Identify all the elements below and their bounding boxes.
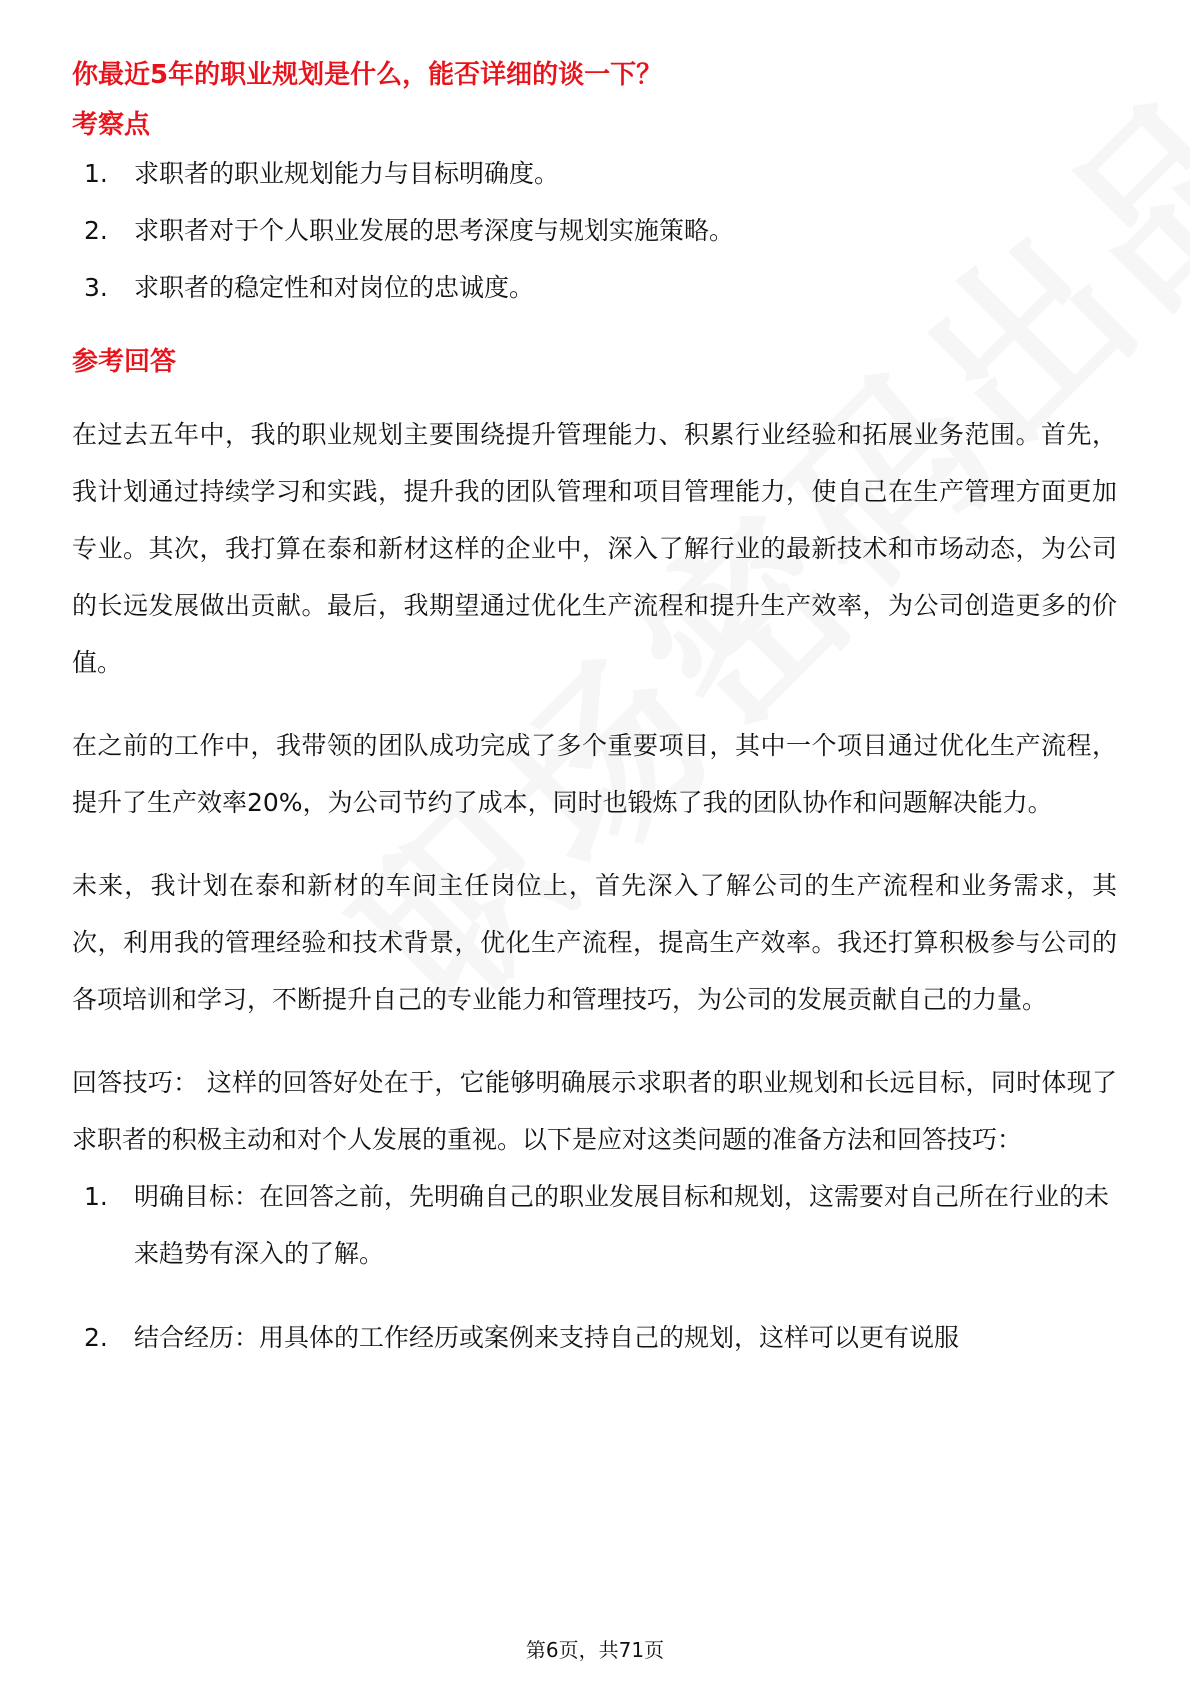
list-text: 求职者对于个人职业发展的思考深度与规划实施策略。 — [134, 216, 735, 245]
tips-intro-paragraph: 回答技巧： 这样的回答好处在于，它能够明确展示求职者的职业规划和长远目标，同时体现了求职者的积极主动和对个人发展的重视。以下是应对这类问题的准备方法和回答技巧： — [72, 1068, 1117, 1154]
consider-list — [72, 145, 1117, 316]
document-page — [72, 55, 1117, 1393]
list-number: 2. — [84, 1323, 108, 1352]
list-number: 3. — [84, 273, 108, 302]
list-item — [72, 1309, 1117, 1366]
answer-paragraph: 在之前的工作中，我带领的团队成功完成了多个重要项目，其中一个项目通过优化生产流程，提升了生产效率20%，为公司节约了成本，同时也锻炼了我的团队协作和问题解决能力。 — [72, 731, 1117, 817]
list-item — [72, 202, 1117, 259]
list-text: 求职者的稳定性和对岗位的忠诚度。 — [134, 273, 535, 302]
list-item — [72, 259, 1117, 316]
list-number: 2. — [84, 216, 108, 245]
list-item — [72, 1168, 1117, 1282]
answer-paragraph: 在过去五年中，我的职业规划主要围绕提升管理能力、积累行业经验和拓展业务范围。首先，我计划通过持续学习和实践，提升我的团队管理和项目管理能力，使自己在生产管理方面更加专业。其次，我打算在泰和新材这样的企业中，深入了解行业的最新技术和市场动态，为公司的长远发展做出贡献。最后，我期望通过优化生产流程和提升生产效率，为公司创造更多的价值。 — [72, 420, 1117, 677]
consider-heading: 考察点 — [72, 110, 151, 140]
list-text: 结合经历：用具体的工作经历或案例来支持自己的规划，这样可以更有说服 — [134, 1323, 960, 1352]
list-number: 1. — [84, 1182, 108, 1211]
answer-heading: 参考回答 — [72, 347, 177, 377]
list-text: 求职者的职业规划能力与目标明确度。 — [134, 159, 560, 188]
list-item — [72, 145, 1117, 202]
tips-list — [72, 1168, 1117, 1366]
list-text: 明确目标：在回答之前，先明确自己的职业发展目标和规划，这需要对自己所在行业的未来趋势有深入的了解。 — [134, 1182, 1110, 1268]
page-footer: 第6页，共71页 — [525, 1638, 665, 1662]
list-number: 1. — [84, 159, 108, 188]
question-title: 你最近5年的职业规划是什么，能否详细的谈一下？ — [72, 60, 663, 90]
answer-paragraph: 未来，我计划在泰和新材的车间主任岗位上，首先深入了解公司的生产流程和业务需求，其次，利用我的管理经验和技术背景，优化生产流程，提高生产效率。我还打算积极参与公司的各项培训和学习，不断提升自己的专业能力和管理技巧，为公司的发展贡献自己的力量。 — [72, 871, 1117, 1014]
